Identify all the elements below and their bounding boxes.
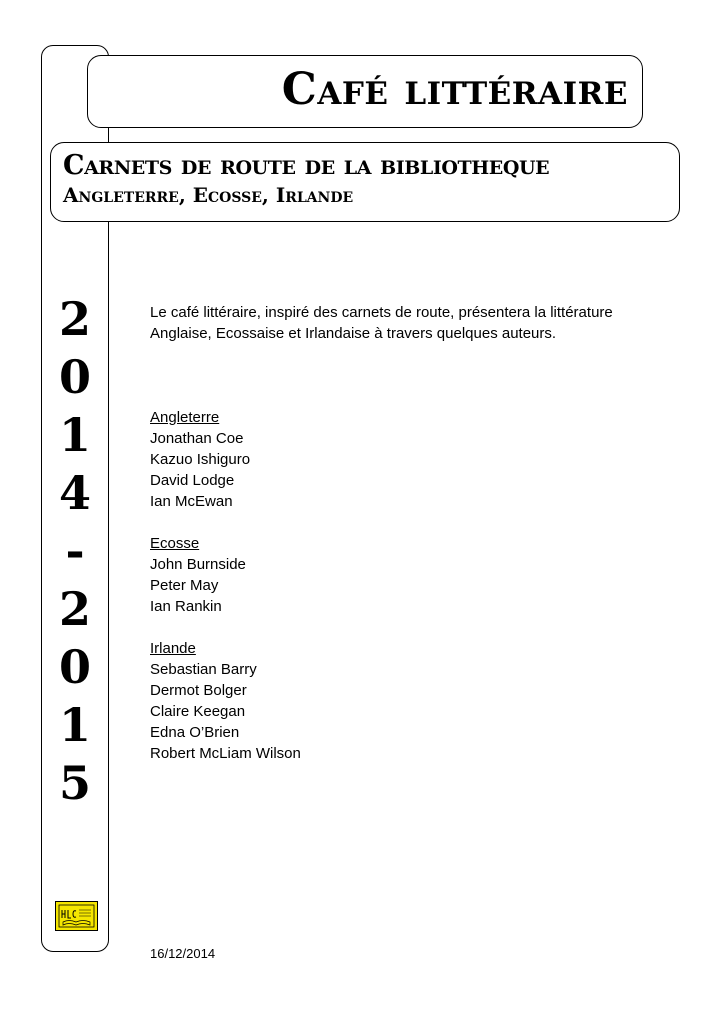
author-item: Ian Rankin	[150, 598, 222, 615]
page-title: Café littéraire	[281, 64, 628, 115]
document-date: 16/12/2014	[150, 946, 216, 961]
author-item: Claire Keegan	[150, 703, 246, 720]
section-heading: Irlande	[150, 640, 196, 657]
author-item: Dermot Bolger	[150, 682, 247, 699]
subtitle-main: Carnets de route de la bibliotheque	[63, 150, 550, 181]
subtitle-countries: Angleterre, Ecosse, Irlande	[63, 183, 354, 207]
author-item: David Lodge	[150, 472, 235, 489]
year-char: 2	[58, 582, 91, 636]
author-item: Peter May	[150, 577, 219, 594]
library-logo-graphic	[56, 902, 97, 930]
author-item: Kazuo Ishiguro	[150, 451, 251, 468]
year-char: -	[65, 524, 85, 578]
author-item: Edna O’Brien	[150, 724, 240, 741]
section-ecosse	[150, 533, 670, 617]
year-char: 2	[58, 292, 91, 346]
intro-paragraph: Le café littéraire, inspiré des carnets de route, présentera la littérature Anglaise, Ecossaise et Irlandaise à travers quelques auteurs.	[150, 304, 613, 342]
author-item: Ian McEwan	[150, 493, 233, 510]
year-char: 4	[58, 466, 91, 520]
year-char: 0	[58, 350, 91, 404]
author-item: John Burnside	[150, 556, 246, 573]
author-item: Sebastian Barry	[150, 661, 257, 678]
section-heading: Ecosse	[150, 535, 200, 552]
year-char: 5	[58, 756, 91, 810]
section-angleterre	[150, 407, 670, 512]
main-content	[150, 302, 670, 785]
title-box	[87, 55, 643, 128]
library-logo	[55, 901, 98, 931]
author-item: Jonathan Coe	[150, 430, 244, 447]
year-char: 1	[58, 698, 91, 752]
year-char: 0	[58, 640, 91, 694]
subtitle-box	[50, 142, 680, 222]
section-heading: Angleterre	[150, 409, 220, 426]
author-item: Robert McLiam Wilson	[150, 745, 301, 762]
year-range	[41, 290, 109, 812]
year-char: 1	[58, 408, 91, 462]
section-irlande	[150, 638, 670, 764]
